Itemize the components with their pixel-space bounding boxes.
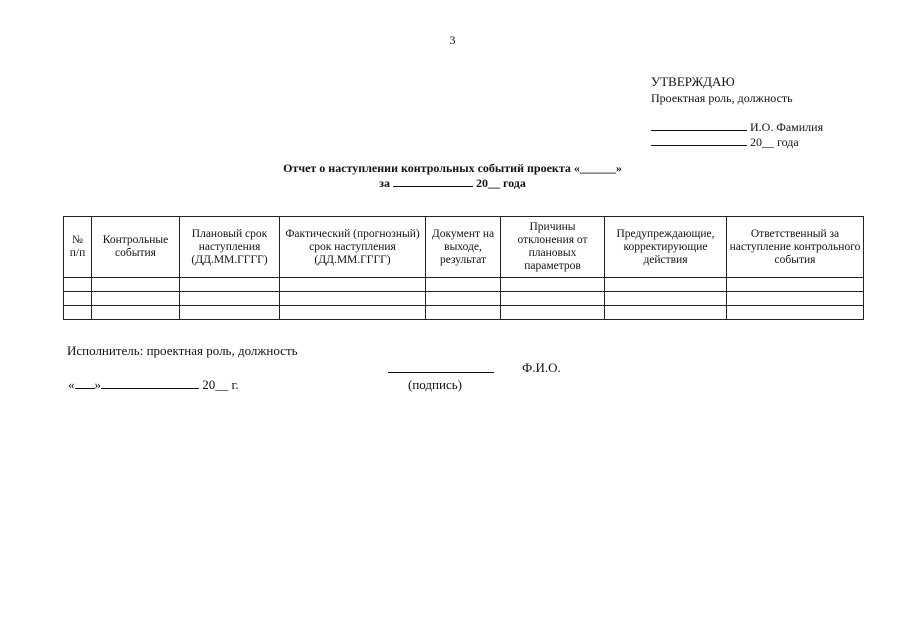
signature-caption: (подпись) (408, 377, 462, 392)
table-row (64, 278, 864, 292)
approval-block (651, 73, 823, 150)
table-cell[interactable] (426, 278, 501, 292)
date-close-quote: » (94, 377, 101, 392)
col-header-responsible: Ответственный за наступление контрольного события (727, 217, 864, 278)
date-blank[interactable] (651, 135, 747, 146)
table-cell[interactable] (280, 278, 426, 292)
page-number: 3 (449, 33, 456, 47)
table-row (64, 292, 864, 306)
col-header-deviation-reasons: Причины отклонения от плановых параметров (501, 217, 605, 278)
name-blank[interactable] (651, 120, 747, 131)
footer-date-line (68, 377, 239, 393)
col-header-actual-date: Фактический (прогнозный) срок наступления (ДД.ММ.ГГГГ) (280, 217, 426, 278)
signature-line[interactable] (388, 372, 494, 373)
table-header-row (64, 217, 864, 278)
col-header-document: Документ на выходе, результат (426, 217, 501, 278)
table-cell[interactable] (727, 292, 864, 306)
table-cell[interactable] (605, 278, 727, 292)
table-cell[interactable] (64, 306, 92, 320)
table-cell[interactable] (180, 292, 280, 306)
period-prefix: за (379, 176, 390, 190)
approval-heading: УТВЕРЖДАЮ (651, 74, 735, 89)
table-cell[interactable] (426, 292, 501, 306)
table-cell[interactable] (92, 292, 180, 306)
executor-line: Исполнитель: проектная роль, должность (67, 343, 298, 358)
col-header-events: Контрольные события (92, 217, 180, 278)
period-suffix: 20__ года (475, 176, 526, 190)
date-open-quote: « (68, 377, 75, 392)
day-blank[interactable] (75, 377, 95, 389)
table-cell[interactable] (64, 278, 92, 292)
col-header-planned-date: Плановый срок наступления (ДД.ММ.ГГГГ) (180, 217, 280, 278)
col-header-actions: Предупреждающие, корректирующие действия (605, 217, 727, 278)
table-cell[interactable] (64, 292, 92, 306)
table-row (64, 306, 864, 320)
table-cell[interactable] (92, 278, 180, 292)
control-events-table (63, 216, 864, 320)
table-cell[interactable] (727, 306, 864, 320)
fio-label: Ф.И.О. (522, 360, 561, 375)
table-cell[interactable] (501, 292, 605, 306)
approval-year: 20__ года (750, 135, 799, 149)
col-header-number: № п/п (64, 217, 92, 278)
month-blank[interactable] (101, 377, 199, 389)
table-cell[interactable] (501, 306, 605, 320)
table-cell[interactable] (280, 306, 426, 320)
table-cell[interactable] (426, 306, 501, 320)
report-title-block (0, 161, 905, 191)
table-cell[interactable] (605, 306, 727, 320)
approval-date-line (651, 135, 823, 150)
date-year: 20__ г. (202, 377, 239, 392)
report-title: Отчет о наступлении контрольных событий проекта «______» (283, 161, 622, 175)
approval-role: Проектная роль, должность (651, 91, 793, 105)
table-cell[interactable] (280, 292, 426, 306)
period-blank[interactable] (393, 176, 473, 187)
table-cell[interactable] (180, 306, 280, 320)
table-cell[interactable] (92, 306, 180, 320)
table-cell[interactable] (501, 278, 605, 292)
table-cell[interactable] (727, 278, 864, 292)
table-cell[interactable] (605, 292, 727, 306)
report-period (0, 176, 905, 191)
approval-name-line (651, 120, 823, 135)
approval-name: И.О. Фамилия (750, 120, 824, 134)
table-cell[interactable] (180, 278, 280, 292)
